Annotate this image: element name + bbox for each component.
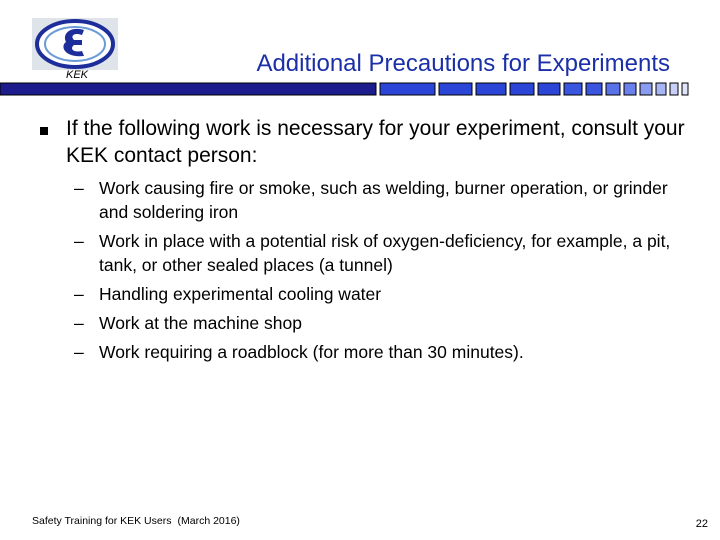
dash-bullet: – — [74, 284, 84, 304]
list-item — [74, 176, 694, 224]
list-item-text: Work requiring a roadblock (for more than 30 minutes). — [99, 342, 524, 362]
dash-bullet: – — [74, 342, 84, 362]
page-number: 22 — [695, 518, 708, 530]
footer-date: (March 2016) — [177, 515, 240, 527]
footer-text: Safety Training for KEK Users — [32, 515, 172, 527]
bullet-square-icon — [40, 127, 48, 135]
title-underline-bar — [0, 82, 692, 96]
list-item — [74, 282, 694, 306]
list-item-text: Work at the machine shop — [99, 313, 302, 333]
dash-bullet: – — [74, 231, 84, 251]
kek-logo — [32, 18, 118, 70]
footer — [32, 515, 240, 527]
slide-title: Additional Precautions for Experiments — [256, 50, 670, 77]
dash-bullet: – — [74, 313, 84, 333]
list-item — [74, 229, 694, 277]
logo-label: KEK — [66, 69, 89, 81]
sub-bullet-list — [74, 176, 694, 369]
main-bullet-text: If the following work is necessary for your experiment, consult your KEK contact person: — [66, 117, 685, 167]
list-item-text: Work in place with a potential risk of oxygen-deficiency, for example, a pit, tank, or other sealed places (a tunnel) — [99, 231, 671, 275]
list-item-text: Work causing fire or smoke, such as welding, burner operation, or grinder and soldering iron — [99, 178, 668, 222]
list-item-text: Handling experimental cooling water — [99, 284, 382, 304]
list-item — [74, 311, 694, 335]
dash-bullet: – — [74, 178, 84, 198]
list-item — [74, 340, 694, 364]
